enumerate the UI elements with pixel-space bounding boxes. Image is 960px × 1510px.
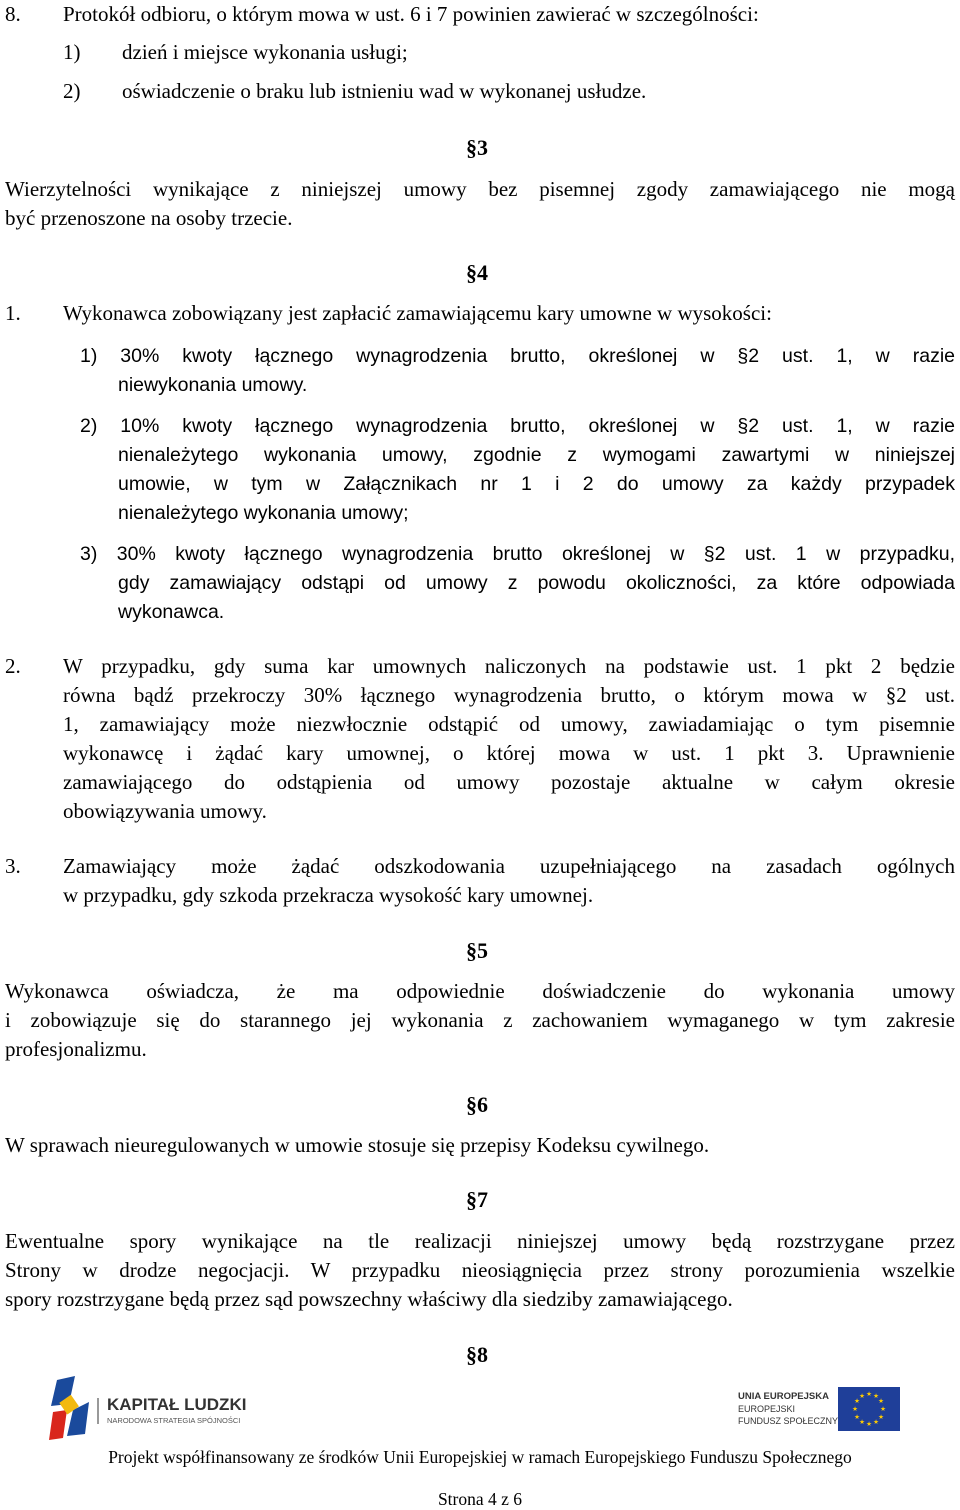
section-7-line: Ewentualne spory wynikające na tle realizacji niniejszej umowy będą rozstrzygane przez <box>5 1229 955 1253</box>
sub-1-number: 1) <box>63 40 81 64</box>
eu-flag-icon <box>838 1387 900 1431</box>
svg-text:★: ★ <box>854 1413 860 1421</box>
svg-text:★: ★ <box>854 1397 860 1405</box>
s4-point-2-number: 2. <box>5 654 21 678</box>
s4-sub-1-line: niewykonania umowy. <box>118 374 308 396</box>
s4-point-1-text: Wykonawca zobowiązany jest zapłacić zamawiającemu kary umowne w wysokości: <box>63 301 772 325</box>
svg-text:★: ★ <box>878 1413 884 1421</box>
s4-point-3-line: Zamawiający może żądać odszkodowania uzupełniającego na zasadach ogólnych <box>63 854 955 878</box>
svg-text:★: ★ <box>852 1405 858 1413</box>
s4-sub-2-line: nienależytego wykonania umowy, zgodnie z wymogami zawartymi w niniejszej <box>118 444 955 466</box>
s4-point-2-line: wykonawcę i żądać kary umownej, o której mowa w ust. 1 pkt 3. Uprawnienie <box>63 741 955 765</box>
project-cofinancing-text: Projekt współfinansowany ze środków Unii Europejskiej w ramach Europejskiego Funduszu Społecznego <box>108 1447 852 1467</box>
s4-point-3-number: 3. <box>5 854 21 878</box>
svg-text:★: ★ <box>866 1390 872 1398</box>
section-5-line: i zobowiązuje się do starannego jej wykonania z zachowaniem wymaganego w tym zakresie <box>5 1008 955 1032</box>
s4-point-2-line: 1, zamawiający może niezwłocznie odstąpić od umowy, zawiadamiając o tym pisemnie <box>63 712 955 736</box>
section-8-heading: §8 <box>466 1342 488 1367</box>
s4-point-2-line: równa bądź przekroczy 30% łącznego wynagrodzenia brutto, o którym mowa w §2 ust. <box>63 683 955 707</box>
svg-text:EUROPEJSKI: EUROPEJSKI <box>738 1404 796 1414</box>
section-7-line: spory rozstrzygane będą przez sąd powszechny właściwy dla siedziby zamawiającego. <box>5 1287 733 1311</box>
section-5-heading: §5 <box>466 938 488 963</box>
eu-efs-logo <box>738 1384 908 1434</box>
s4-point-2-line: W przypadku, gdy suma kar umownych naliczonych na podstawie ust. 1 pkt 2 będzie <box>63 654 955 678</box>
svg-text:★: ★ <box>859 1392 865 1400</box>
kapital-ludzki-logo <box>45 1376 270 1446</box>
svg-text:KAPITAŁ LUDZKI: KAPITAŁ LUDZKI <box>107 1395 247 1414</box>
s4-sub-2-line: nienależytego wykonania umowy; <box>118 502 409 524</box>
sub-2-number: 2) <box>63 79 81 103</box>
s4-sub-3-line: gdy zamawiający odstąpi od umowy z powodu okoliczności, za które odpowiada <box>118 572 955 594</box>
sub-1-text: dzień i miejsce wykonania usługi; <box>122 40 408 64</box>
section-6-line: W sprawach nieuregulowanych w umowie stosuje się przepisy Kodeksu cywilnego. <box>5 1133 710 1157</box>
section-6-heading: §6 <box>466 1092 488 1117</box>
item-8-number: 8. <box>5 2 21 26</box>
s4-sub-1-line: 1) 30% kwoty łącznego wynagrodzenia brutto, określonej w §2 ust. 1, w razie <box>80 345 955 367</box>
section-3-line: Wierzytelności wynikające z niniejszej umowy bez pisemnej zgody zamawiającego nie mogą <box>5 177 955 201</box>
svg-text:NARODOWA STRATEGIA SPÓJNOŚCI: NARODOWA STRATEGIA SPÓJNOŚCI <box>107 1416 241 1425</box>
s4-point-1-number: 1. <box>5 301 21 325</box>
svg-text:★: ★ <box>866 1420 872 1428</box>
svg-text:UNIA EUROPEJSKA: UNIA EUROPEJSKA <box>738 1391 829 1402</box>
section-5-line: Wykonawca oświadcza, że ma odpowiednie doświadczenie do wykonania umowy <box>5 979 955 1003</box>
s4-sub-2-line: umowie, w tym w Załącznikach nr 1 i 2 do umowy za każdy przypadek <box>118 473 955 495</box>
svg-text:★: ★ <box>873 1392 879 1400</box>
section-7-line: Strony w drodze negocjacji. W przypadku nieosiągnięcia przez strony porozumienia wszelkie <box>5 1258 955 1282</box>
s4-sub-3-line: 3) 30% kwoty łącznego wynagrodzenia brutto określonej w §2 ust. 1 w przypadku, <box>80 543 955 565</box>
kapital-ludzki-emblem-icon <box>45 1376 270 1446</box>
section-3-line: być przenoszone na osoby trzecie. <box>5 206 293 230</box>
svg-text:★: ★ <box>878 1397 884 1405</box>
item-8-text: Protokół odbioru, o którym mowa w ust. 6 i 7 powinien zawierać w szczególności: <box>63 2 759 26</box>
page-number: Strona 4 z 6 <box>437 1489 523 1509</box>
s4-point-2-line: obowiązywania umowy. <box>63 799 267 823</box>
svg-text:★: ★ <box>873 1418 879 1426</box>
s4-sub-2-line: 2) 10% kwoty łącznego wynagrodzenia brutto, określonej w §2 ust. 1, w razie <box>80 415 955 437</box>
section-4-heading: §4 <box>466 260 488 285</box>
section-7-heading: §7 <box>466 1187 488 1212</box>
svg-text:FUNDUSZ SPOŁECZNY: FUNDUSZ SPOŁECZNY <box>738 1416 839 1426</box>
svg-text:★: ★ <box>880 1405 886 1413</box>
svg-text:★: ★ <box>859 1418 865 1426</box>
section-3-heading: §3 <box>466 135 488 160</box>
sub-2-text: oświadczenie o braku lub istnieniu wad w wykonanej usłudze. <box>122 79 647 103</box>
s4-point-3-line: w przypadku, gdy szkoda przekracza wysokość kary umownej. <box>63 883 594 907</box>
s4-point-2-line: zamawiającego do odstąpienia od umowy pozostaje aktualne w całym okresie <box>63 770 955 794</box>
section-5-line: profesjonalizmu. <box>5 1037 147 1061</box>
s4-sub-3-line: wykonawca. <box>118 601 225 623</box>
